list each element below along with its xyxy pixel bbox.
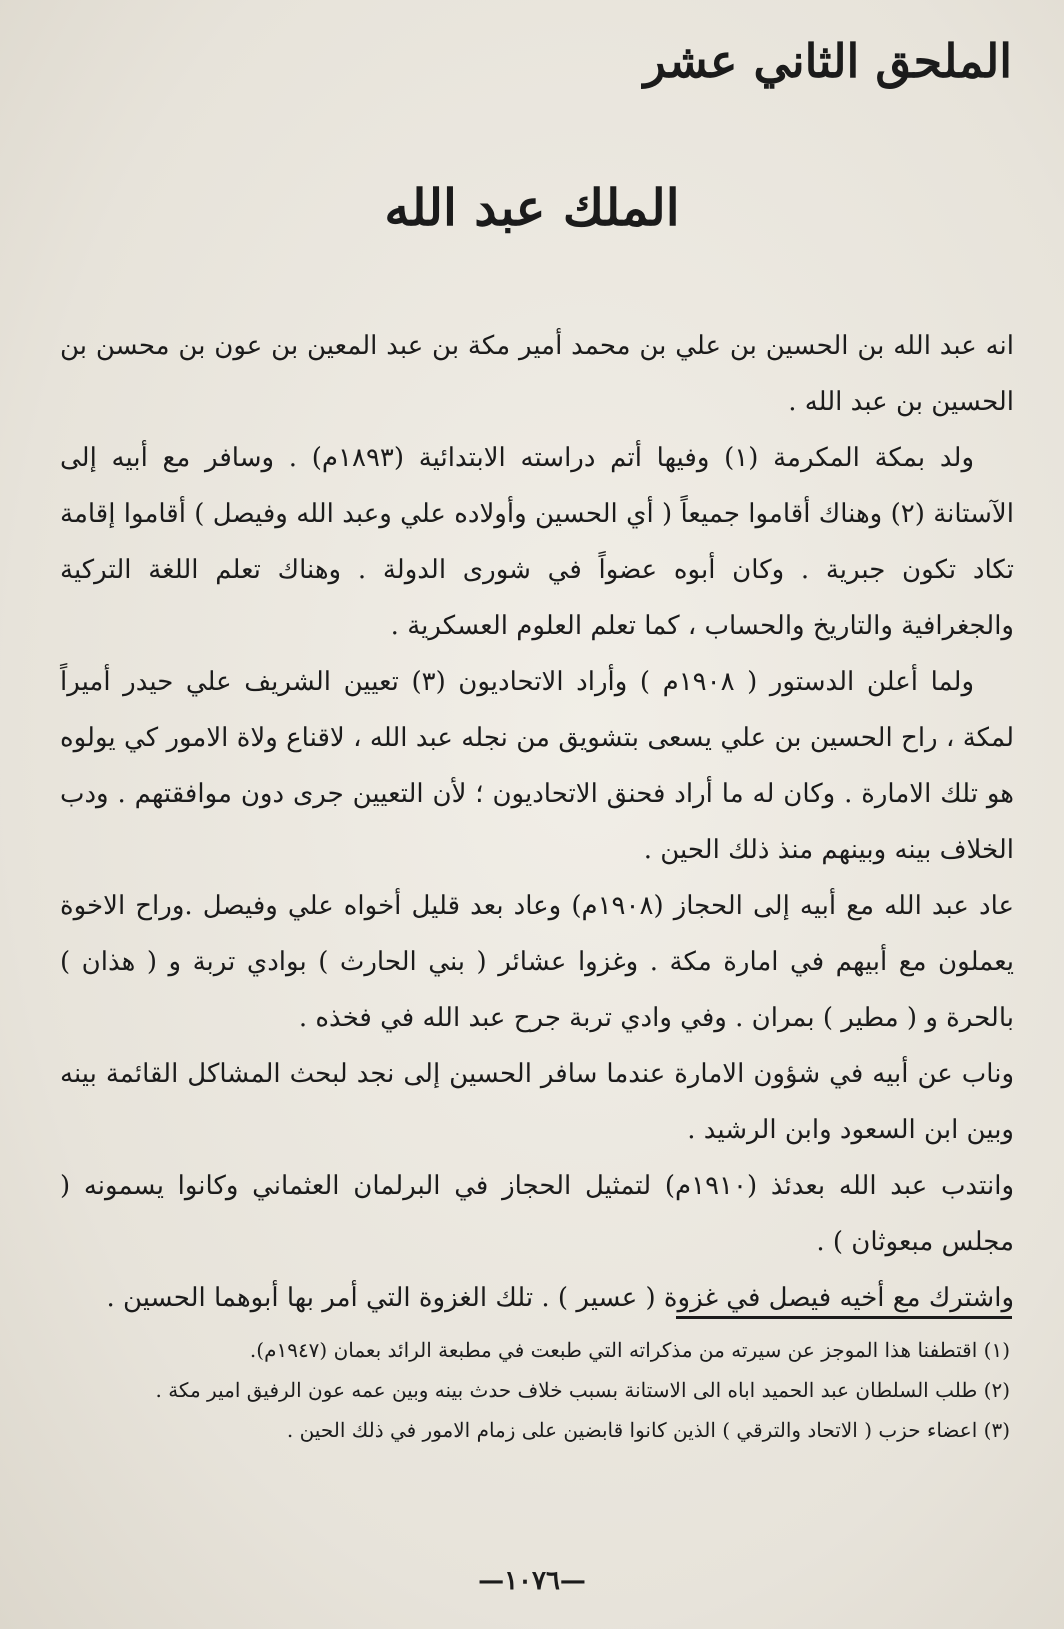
- footnote-3: (٣) اعضاء حزب ( الاتحاد والترقي ) الذين كانوا قابضين على زمام الامور في ذلك الحين .: [286, 1418, 1010, 1442]
- footnote-divider: [676, 1316, 1012, 1319]
- footnotes: [60, 1330, 1010, 1450]
- paragraph-return-hejaz: عاد عبد الله مع أبيه إلى الحجاز (١٩٠٨م) وعاد بعد قليل أخواه علي وفيصل .وراح الاخوة يعملون مع أبيهم في امارة مكة . وغزوا عشائر ( بني الحارث ) بوادي تربة و ( هذان ) بالحرة و ( مطير ) بمران . وفي وادي تربة جرح عبد الله في فخذه .: [60, 891, 1015, 1033]
- main-title: الملك عبد الله: [384, 178, 680, 237]
- footnote-1: (١) اقتطفنا هذا الموجز عن سيرته من مذكراته التي طبعت في مطبعة الرائد بعمان (١٩٤٧م).: [249, 1338, 1010, 1362]
- page-number: —١٠٧٦—: [478, 1566, 586, 1596]
- paragraph-birth: ولد بمكة المكرمة (١) وفيها أتم دراسته الابتدائية (١٨٩٣م) . وسافر مع أبيه إلى الآستانة (٢) وهناك أقاموا جميعاً ( أي الحسين وأولاده علي وعبد الله وفيصل ) أقاموا إقامة تكاد تكون جبرية . وكان أبوه عضواً في شورى الدولة . وهناك تعلم اللغة التركية والجغرافية والتاريخ والحساب ، كما تعلم العلوم العسكرية .: [60, 443, 1014, 641]
- paragraph-lineage: انه عبد الله بن الحسين بن علي بن محمد أمير مكة بن عبد المعين بن عون بن محسن بن الحسين بن عبد الله .: [60, 331, 1014, 417]
- body-text: [60, 318, 1014, 1326]
- footnote-2: (٢) طلب السلطان عبد الحميد اباه الى الاستانة بسبب خلاف حدث بينه وبين عمه عون الرفيق امير مكة .: [155, 1378, 1010, 1402]
- appendix-title: الملحق الثاني عشر: [643, 34, 1012, 88]
- paragraph-constitution: ولما أعلن الدستور ( ١٩٠٨م ) وأراد الاتحاديون (٣) تعيين الشريف علي حيدر أميراً لمكة ، راح الحسين بن علي يسعى بتشويق من نجله عبد الله ، لاقناع ولاة الامور كي يولوه هو تلك الامارة . وكان له ما أراد فحنق الاتحاديون ؛ لأن التعيين جرى دون موافقتهم . ودب الخلاف بينه وبينهم منذ ذلك الحين .: [60, 667, 1014, 865]
- paragraph-deputy: وناب عن أبيه في شؤون الامارة عندما سافر الحسين إلى نجد لبحث المشاكل القائمة بينه وبين ابن السعود وابن الرشيد .: [60, 1059, 1014, 1145]
- paragraph-parliament: وانتدب عبد الله بعدئذ (١٩١٠م) لتمثيل الحجاز في البرلمان العثماني وكانوا يسمونه ( مجلس مبعوثان ) .: [60, 1171, 1014, 1257]
- paragraph-asir: واشترك مع أخيه فيصل في غزوة ( عسير ) . تلك الغزوة التي أمر بها أبوهما الحسين .: [106, 1283, 1014, 1313]
